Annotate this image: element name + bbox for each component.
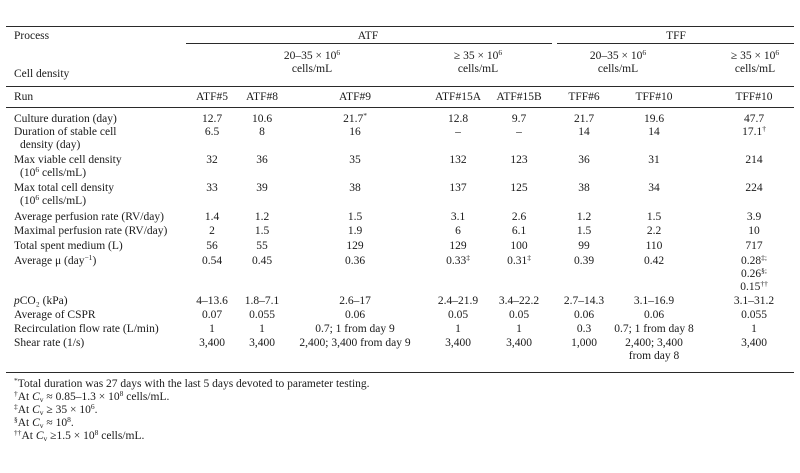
cell-value: 47.7 (743, 113, 765, 125)
table-cell (742, 126, 766, 139)
row-label (14, 323, 159, 336)
row-label (14, 113, 117, 126)
cell-value: 137 (449, 182, 467, 194)
table-cell (510, 240, 527, 253)
table-cell (510, 154, 527, 167)
cell-value: 0.45 (251, 255, 273, 267)
cell-value: 6 (455, 225, 461, 237)
cell-value: 14 (578, 126, 590, 138)
atf-span-rule (186, 43, 552, 44)
table-cell (206, 154, 218, 167)
table-cell (315, 323, 395, 336)
table-cell (578, 182, 590, 195)
cell-value: 19.6 (643, 113, 665, 125)
cell-value: 2.6 (511, 211, 527, 223)
cell-value: 224 (745, 182, 763, 194)
table-cell (577, 323, 591, 336)
cell-value: 717 (745, 240, 763, 252)
cell-value: 38 (349, 182, 361, 194)
cell-value: 0.39 (573, 255, 595, 267)
table-cell (510, 182, 527, 195)
cell-value: 110 (645, 240, 663, 252)
row-label-text: Average perfusion rate (RV/day) (14, 211, 164, 223)
cell-value: 55 (256, 240, 268, 252)
density-group-atf-high: ≥ $35 \times 10^6$ cells/mL (453, 48, 503, 75)
cell-value: 34 (648, 182, 660, 194)
row-label (14, 295, 68, 308)
cell-value: 21.7 (343, 113, 364, 125)
row-label (14, 240, 123, 253)
table-cell (345, 255, 365, 268)
table-cell (647, 225, 661, 238)
row-label-text: Culture duration (day) (14, 113, 117, 125)
footnote-pre: At (21, 430, 36, 442)
footnote-symbol-sub: v (39, 395, 44, 404)
table-cell (255, 225, 269, 238)
table-cell (577, 211, 591, 224)
cell-value: 214 (745, 154, 763, 166)
run-rule (6, 107, 794, 108)
table-cell (516, 126, 522, 139)
table-cell (299, 337, 410, 350)
row-label-line2-sup: 6 (35, 193, 40, 202)
table-cell (205, 126, 219, 139)
cell-value: 1 (751, 323, 757, 335)
top-rule (6, 26, 794, 27)
table-cell (349, 182, 361, 195)
table-cell (614, 323, 694, 336)
table-cell (202, 113, 222, 126)
table-cell (745, 154, 762, 167)
table-cell (512, 211, 526, 224)
footnote-text: Total duration was 27 days with the last 5 days devoted to parameter testing. (17, 378, 370, 390)
table-cell (202, 255, 222, 268)
table-cell (499, 295, 539, 308)
cell-value: 2 (209, 225, 215, 237)
cell-value: 56 (206, 240, 218, 252)
table-cell (348, 211, 362, 224)
table-cell (449, 154, 466, 167)
footnote-mid: ≈ 10 (43, 417, 68, 429)
cell-value: 3.1–16.9 (633, 295, 675, 307)
table-cell (455, 323, 461, 336)
table-cell (256, 182, 268, 195)
cell-value: 1 (259, 323, 265, 335)
cell-footnote-mark: * (363, 111, 367, 120)
table-cell (571, 337, 597, 350)
table-cell (647, 211, 661, 224)
row-label-sup: −1 (84, 253, 93, 262)
cell-value: 0.05 (508, 309, 530, 321)
table-cell (512, 225, 526, 238)
footnote-0 (14, 378, 370, 391)
cell-value: 0.54 (201, 255, 223, 267)
cell-value: 0.07 (201, 309, 223, 321)
footnote-mark: § (14, 415, 18, 424)
cell-value: 123 (510, 154, 528, 166)
footnote-pre: At (17, 391, 33, 403)
cell-value: 2,400; 3,400 from day 9 (299, 337, 411, 349)
table-cell (199, 337, 225, 350)
table-cell (449, 182, 466, 195)
row-label-line2-sup: 6 (35, 165, 40, 174)
table-cell (449, 240, 466, 253)
run-header-5: TFF#6 (568, 91, 600, 103)
table-cell (438, 295, 478, 308)
cell-value: 129 (346, 240, 364, 252)
table-cell (206, 240, 218, 253)
table-cell (506, 337, 532, 350)
cell-value: 1,000 (571, 337, 597, 349)
footnote-post: cells/mL. (123, 391, 170, 403)
cell-value: 3.1–31.2 (733, 295, 775, 307)
table-cell (348, 225, 362, 238)
table-cell (574, 255, 594, 268)
cell-value: 17.1 (742, 126, 763, 138)
table-cell (745, 182, 762, 195)
row-label (14, 225, 167, 238)
cell-value: – (516, 126, 522, 138)
footnote-exponent: 8 (67, 415, 71, 424)
table-cell (349, 126, 361, 139)
tff-label: TFF (666, 30, 686, 42)
cell-value: 0.15 (740, 281, 761, 293)
row-label-text: Recirculation flow rate (L/min) (14, 323, 159, 335)
footnote-pre: At (17, 404, 33, 416)
run-header-1: ATF#8 (246, 91, 278, 103)
table-cell (256, 154, 268, 167)
row-label (14, 337, 84, 350)
table-cell (644, 309, 664, 322)
footnote-symbol-sub: v (43, 434, 48, 443)
table-cell (574, 309, 594, 322)
cell-value: 1.9 (347, 225, 363, 237)
table-cell (345, 309, 365, 322)
cell-footnote-mark: ‡ (466, 253, 470, 262)
table-cell (256, 240, 268, 253)
footnote-symbol-sub: v (39, 408, 44, 417)
bottom-rule (6, 372, 794, 373)
table-cell (748, 225, 760, 238)
table-cell (648, 182, 660, 195)
footnote-mid: ≥1.5 × 10 (47, 430, 95, 442)
run-label: Run (14, 91, 34, 103)
cell-value: 9.7 (511, 113, 527, 125)
row-label (14, 309, 96, 322)
table-cell (507, 255, 531, 268)
process-label: Process (14, 30, 50, 42)
footnote-4 (14, 430, 144, 443)
footnote-symbol: C (32, 417, 40, 429)
table-cell (259, 323, 265, 336)
row-label-line2 (14, 195, 86, 207)
cell-value: – (455, 126, 461, 138)
cell-value: 2.6–17 (339, 295, 371, 307)
cell-value: 0.055 (249, 309, 275, 321)
table-cell (339, 295, 371, 308)
cell-value: 35 (349, 154, 361, 166)
cell-value: 38 (578, 182, 590, 194)
cell-value-line2: from day 8 (628, 350, 680, 362)
table-cell (625, 337, 683, 363)
density-group-tff-low: $20-35 \times 10^6$ cells/mL (589, 48, 647, 75)
cell-value: 1.5 (576, 225, 592, 237)
table-cell (196, 295, 228, 308)
table-cell (648, 126, 660, 139)
table-cell (245, 295, 280, 308)
header-rule (6, 86, 794, 87)
cell-density-label: Cell density (14, 68, 70, 80)
row-label-text: Maximal perfusion rate (RV/day) (14, 225, 168, 237)
run-header-2: ATF#9 (339, 91, 371, 103)
cell-value: 0.7; 1 from day 8 (614, 323, 694, 335)
table-cell (644, 113, 664, 126)
cell-value: 2.7–14.3 (563, 295, 605, 307)
table-cell (205, 211, 219, 224)
cell-footnote-mark: ‡ (527, 253, 531, 262)
footnote-symbol: C (32, 391, 40, 403)
table-cell (206, 182, 218, 195)
footnote-3 (14, 417, 74, 430)
table-cell (740, 255, 768, 294)
table-cell (255, 211, 269, 224)
footnote-exponent: 6 (90, 402, 95, 411)
cell-value: 1 (516, 323, 522, 335)
row-label-line2-post: cells/mL) (39, 167, 87, 179)
row-label-line2-post: cells/mL) (39, 195, 87, 207)
cell-value: 1.2 (254, 211, 270, 223)
table-cell (744, 113, 764, 126)
cell-value: 3,400 (741, 337, 767, 349)
row-label-text: Average of CSPR (14, 309, 96, 321)
table-cell (734, 295, 774, 308)
cell-value: 0.28 (741, 255, 762, 267)
table-cell (578, 126, 590, 139)
table-cell (252, 255, 272, 268)
row-label-text: Max total cell density (14, 182, 114, 194)
footnote-mark: † (14, 389, 18, 398)
cell-value: 1 (455, 323, 461, 335)
cell-value: 3.9 (746, 211, 762, 223)
cell-footnote-mark: †† (760, 279, 768, 288)
density-group-tff-high: ≥ $35 \times 10^6$ cells/mL (730, 48, 780, 75)
run-header-3: ATF#15A (434, 91, 482, 103)
cell-value: 12.7 (201, 113, 223, 125)
cell-value: 0.06 (643, 309, 665, 321)
cell-value: 0.7; 1 from day 9 (315, 323, 395, 335)
cell-value: 8 (259, 126, 265, 138)
table-cell (446, 255, 470, 268)
table-cell (577, 225, 591, 238)
cell-value: 3,400 (199, 337, 225, 349)
footnote-mark: †† (14, 428, 22, 437)
footnote-post: cells/mL. (98, 430, 145, 442)
table-cell (564, 295, 604, 308)
cell-value: 1 (209, 323, 215, 335)
cell-value: 32 (206, 154, 218, 166)
footnote-pre: At (17, 417, 33, 429)
cell-value: 33 (206, 182, 218, 194)
cell-footnote-mark: ‡; (761, 253, 767, 262)
table-cell (448, 113, 468, 126)
density-group-atf-low: $20-35 \times 10^6$ cells/mL (283, 48, 341, 75)
table-cell (455, 126, 461, 139)
table-cell (578, 240, 590, 253)
tff-span-rule (557, 43, 794, 44)
row-label (14, 211, 164, 224)
row-label-line2-pre: (10 (20, 195, 36, 207)
cell-value: 1.5 (646, 211, 662, 223)
cell-value: 0.31 (507, 255, 528, 267)
footnote-mid: ≥ 35 × 10 (43, 404, 91, 416)
row-label-pre: Average μ (day (14, 255, 85, 267)
row-label-italic: p (14, 295, 20, 307)
cell-value: 1.8–7.1 (244, 295, 280, 307)
cell-value: 0.36 (344, 255, 366, 267)
footnote-symbol-sub: v (39, 421, 44, 430)
table-cell (209, 323, 215, 336)
row-label-line2 (14, 167, 86, 179)
cell-value: 3,400 (445, 337, 471, 349)
atf-label: ATF (357, 30, 379, 42)
row-label (14, 154, 122, 180)
footnote-exponent: 8 (94, 428, 99, 437)
cell-value: 36 (578, 154, 590, 166)
row-label-line2: density (day) (20, 139, 81, 151)
row-label-text: Shear rate (1/s) (14, 337, 85, 349)
table-cell (574, 113, 594, 126)
row-label-text: Total spent medium (L) (14, 240, 123, 252)
row-label-post: ) (92, 255, 97, 267)
cell-value: 36 (256, 154, 268, 166)
cell-value: 2.4–21.9 (437, 295, 479, 307)
row-label (14, 255, 96, 268)
table-cell (209, 225, 215, 238)
table-cell (747, 211, 761, 224)
cell-footnote-mark: §; (761, 266, 767, 275)
cell-value: 3,400 (249, 337, 275, 349)
cell-value: 100 (510, 240, 528, 252)
table-cell (578, 154, 590, 167)
cell-value: 3.1 (450, 211, 466, 223)
footnote-mid: ≈ 0.85–1.3 × 10 (43, 391, 120, 403)
cell-value: 4–13.6 (196, 295, 228, 307)
footnote-exponent: 8 (119, 389, 124, 398)
cell-value: 10.6 (251, 113, 273, 125)
cell-value: 12.8 (447, 113, 469, 125)
table-cell (259, 126, 265, 139)
cell-value: 39 (256, 182, 268, 194)
cell-value: 16 (349, 126, 361, 138)
table-cell (451, 211, 465, 224)
footnote-post: . (94, 404, 98, 416)
table-cell (751, 323, 757, 336)
row-label-line2-pre: (10 (20, 167, 36, 179)
table-cell (346, 240, 363, 253)
cell-value: 10 (748, 225, 760, 237)
footnote-symbol: C (32, 404, 40, 416)
cell-value: 0.05 (447, 309, 469, 321)
cell-footnote-mark: † (762, 124, 766, 133)
table-cell (202, 309, 222, 322)
cell-value: 14 (648, 126, 660, 138)
table-cell (646, 240, 663, 253)
table-cell (249, 309, 275, 322)
footnote-mark: ‡ (14, 402, 18, 411)
cell-value: 1.5 (347, 211, 363, 223)
run-header-6: TFF#10 (635, 91, 673, 103)
cell-value: 0.06 (573, 309, 595, 321)
cell-value: 2.2 (646, 225, 662, 237)
row-label (14, 126, 117, 152)
cell-value: 3.4–22.2 (498, 295, 540, 307)
table-cell (648, 154, 660, 167)
cell-value: 0.06 (344, 309, 366, 321)
run-header-7: TFF#10 (735, 91, 773, 103)
cell-value: 6.1 (511, 225, 527, 237)
cell-value: 31 (648, 154, 660, 166)
row-label-text: Max viable cell density (14, 154, 122, 166)
table-cell (741, 309, 767, 322)
cell-value: 129 (449, 240, 467, 252)
run-header-4: ATF#15B (496, 91, 542, 103)
cell-value: 3,400 (506, 337, 532, 349)
cell-value: 1.2 (576, 211, 592, 223)
cell-value: 2,400; 3,400 (625, 337, 683, 349)
table-cell (516, 323, 522, 336)
cell-value: 0.26 (741, 268, 762, 280)
footnote-symbol: C (35, 430, 44, 442)
footnote-post: . (70, 417, 74, 429)
run-header-0: ATF#5 (196, 91, 228, 103)
cell-value: 0.33 (446, 255, 467, 267)
cell-value: 0.3 (576, 323, 592, 335)
cell-value: 125 (510, 182, 528, 194)
cell-value: 6.5 (204, 126, 220, 138)
cell-value: 0.42 (643, 255, 665, 267)
table-cell (741, 337, 767, 350)
cell-value: 21.7 (573, 113, 595, 125)
cell-value: 99 (578, 240, 590, 252)
table-cell (448, 309, 468, 322)
table-cell (634, 295, 674, 308)
row-label (14, 182, 114, 208)
table-cell (343, 113, 367, 126)
table-cell (249, 337, 275, 350)
table-cell (512, 113, 526, 126)
footnote-mark: * (14, 376, 18, 385)
table-cell (252, 113, 272, 126)
table-cell (745, 240, 762, 253)
cell-value: 0.055 (741, 309, 767, 321)
table-cell (644, 255, 664, 268)
table-cell (445, 337, 471, 350)
footnote-2 (14, 404, 97, 417)
table-cell (349, 154, 361, 167)
row-label-rest: CO₂ (kPa) (19, 295, 68, 307)
cell-value: 132 (449, 154, 467, 166)
cell-value: 1.5 (254, 225, 270, 237)
table-cell (509, 309, 529, 322)
cell-value: 1.4 (204, 211, 220, 223)
table-cell (455, 225, 461, 238)
row-label-text: Duration of stable cell (14, 126, 117, 138)
